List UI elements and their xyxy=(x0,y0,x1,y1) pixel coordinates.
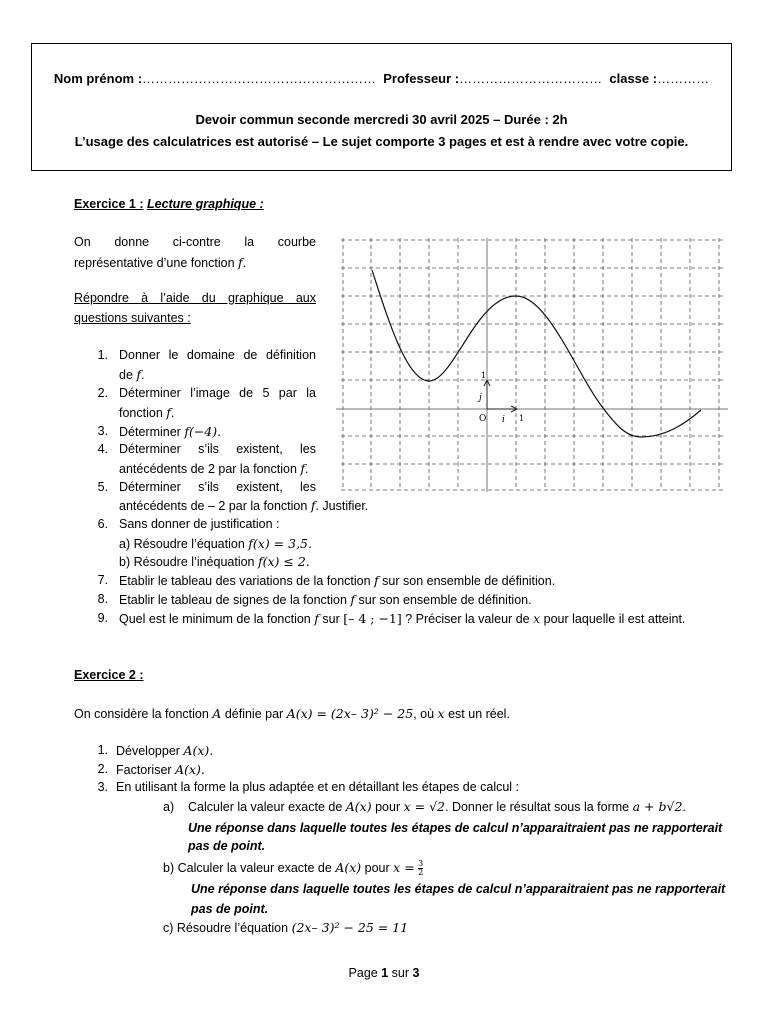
warning-b-line2: pas de point. xyxy=(191,902,269,916)
var-f: f xyxy=(350,592,356,607)
q6b-expr: f(x) ≤ 2. xyxy=(258,554,310,569)
var-f: f xyxy=(374,573,379,588)
q2-line1: Déterminer l’image de 5 par la xyxy=(119,386,316,400)
function-graph xyxy=(336,238,728,492)
q8-text2: sur son ensemble de définition. xyxy=(358,593,532,607)
q9-text2: sur xyxy=(322,612,340,626)
qa-text2: pour xyxy=(375,800,401,814)
ex2-qa-line xyxy=(163,799,686,814)
ex2-intro-text: On considère la fonction xyxy=(74,707,209,721)
ex2-heading: Exercice 2 : xyxy=(74,668,144,682)
warning-a-line1: Une réponse dans laquelle toutes les étapes de calcul n’apparaitraient pas ne rapporterait xyxy=(188,821,723,835)
period: . xyxy=(305,462,309,476)
ex2-q3-number: 3. xyxy=(97,780,108,794)
unit-label-y: 1 xyxy=(481,371,487,380)
name-dots: ……………………………………………… xyxy=(142,71,377,86)
exam-rules: L’usage des calculatrices est autorisé – Le sujet comporte 3 pages et est à rendre avec votre copie. xyxy=(74,134,689,149)
ex2-qc-line xyxy=(163,920,408,935)
ex2-q2-line xyxy=(116,762,205,777)
fraction-numerator: 3 xyxy=(418,859,424,869)
qa-text3: . Donner le résultat sous la forme xyxy=(445,800,630,814)
q9-text3: ? Préciser la valeur de xyxy=(405,612,530,626)
q3-expr: f(−4). xyxy=(184,424,222,439)
var-f: f xyxy=(238,255,243,270)
warning-b-line1: Une réponse dans laquelle toutes les étapes de calcul n’apparaitraient pas ne rapporterait xyxy=(191,882,726,896)
ex1-heading-prefix: Exercice 1 : xyxy=(74,197,144,211)
ex1-heading-title: Lecture graphique : xyxy=(146,197,264,211)
period: . xyxy=(170,406,175,420)
q4-number: 4. xyxy=(97,442,108,456)
warning-a-line2: pas de point. xyxy=(188,839,266,853)
q6a-line xyxy=(119,536,312,551)
q9-text4: pour laquelle il est atteint. xyxy=(543,612,686,626)
q4-line1: Déterminer s’ils existent, les xyxy=(119,442,316,456)
qb-text2: pour xyxy=(364,861,390,875)
q2-number: 2. xyxy=(97,386,108,400)
q9-text: Quel est le minimum de la fonction xyxy=(119,612,311,626)
identity-line xyxy=(32,71,731,86)
q6-line: Sans donner de justification : xyxy=(119,517,280,531)
q3-number: 3. xyxy=(97,424,108,438)
ex1-intro-line1: On donne ci-contre la courbe xyxy=(74,235,316,249)
ex2-q1-text: Développer xyxy=(116,744,180,758)
q9-number: 9. xyxy=(97,611,108,625)
ex2-intro xyxy=(74,706,510,721)
q5-line2 xyxy=(119,498,368,513)
ex2-intro-text2: définie par xyxy=(224,707,284,721)
q9-line xyxy=(119,611,685,626)
name-label: Nom prénom : xyxy=(53,71,143,86)
q5-justify: . Justifier. xyxy=(315,499,369,513)
q1-text: de xyxy=(119,368,133,382)
ex2-q3-line: En utilisant la forme la plus adaptée et en détaillant les étapes de calcul : xyxy=(116,780,520,794)
expr-Ax: A(x) xyxy=(335,860,362,875)
q6b-line xyxy=(119,554,310,569)
qc-equation: (2x– 3)² − 25 = 11 xyxy=(291,920,409,935)
period: . xyxy=(682,800,686,814)
period: . xyxy=(242,256,247,270)
q1-line1: Donner le domaine de définition xyxy=(119,348,316,362)
unit-label-x: 1 xyxy=(519,414,525,423)
q2-text: fonction xyxy=(119,406,163,420)
q1-line2 xyxy=(119,367,145,382)
qb-text: b) Calculer la valeur exacte de xyxy=(163,861,332,875)
ex2-q1-line xyxy=(116,743,213,758)
q3-text: Déterminer xyxy=(119,425,181,439)
q6-number: 6. xyxy=(97,517,108,531)
ex1-intro-line2 xyxy=(74,255,246,270)
q2-line2 xyxy=(119,405,174,420)
q1-number: 1. xyxy=(97,348,108,362)
q7-number: 7. xyxy=(97,573,108,587)
q6a-expr: f(x) = 3,5. xyxy=(248,536,312,551)
q3-line xyxy=(119,424,221,439)
q4-text: antécédents de 2 par la fonction xyxy=(119,462,297,476)
q9-interval: [– 4 ; −1] xyxy=(343,611,402,626)
qa-text: Calculer la valeur exacte de xyxy=(188,800,343,814)
footer-page-label: Page xyxy=(348,966,378,980)
i-label: i xyxy=(502,415,505,425)
q4-line2 xyxy=(119,461,309,476)
teacher-label: Professeur : xyxy=(383,71,460,86)
q8-line xyxy=(119,592,532,607)
var-f: f xyxy=(300,461,306,476)
grid xyxy=(341,238,726,490)
expr-Ax: A(x). xyxy=(175,762,205,777)
ex2-q2-number: 2. xyxy=(97,762,108,776)
exam-title: Devoir commun seconde mercredi 30 avril 2025 – Durée : 2h xyxy=(195,112,568,127)
q8-text: Etablir le tableau de signes de la fonction xyxy=(119,593,347,607)
q8-number: 8. xyxy=(97,592,108,606)
ex1-instruction-line1: Répondre à l’aide du graphique aux xyxy=(74,291,316,305)
fraction-denominator: 2 xyxy=(418,868,424,878)
footer-current-page: 1 xyxy=(381,966,389,980)
origin-label: O xyxy=(479,414,487,424)
var-x: x xyxy=(533,611,541,626)
var-f: f xyxy=(310,498,316,513)
class-label: classe : xyxy=(609,71,658,86)
qa-form: a + b√2 xyxy=(632,799,683,814)
q6b-text: b) Résoudre l’inéquation xyxy=(119,555,255,569)
q6a-text: a) Résoudre l’équation xyxy=(119,537,245,551)
header-box xyxy=(31,43,732,171)
ex2-qb-line xyxy=(163,860,423,877)
footer-total-pages: 3 xyxy=(412,966,420,980)
footer-sur: sur xyxy=(391,966,410,980)
teacher-dots: …………………………… xyxy=(459,71,603,86)
q7-line xyxy=(119,573,555,588)
ex2-q1-number: 1. xyxy=(97,743,108,757)
function-curve xyxy=(372,270,701,437)
qa-value: x = √2 xyxy=(403,799,445,814)
q5-line1: Déterminer s’ils existent, les xyxy=(119,480,316,494)
var-x: x xyxy=(437,706,445,721)
q7-text: Etablir le tableau des variations de la fonction xyxy=(119,574,371,588)
ex2-intro-text3: , où xyxy=(413,707,435,721)
ex1-intro-text: représentative d’une fonction xyxy=(74,256,235,270)
ex2-q2-text: Factoriser xyxy=(116,763,172,777)
qc-text: c) Résoudre l’équation xyxy=(163,921,289,935)
var-f: f xyxy=(314,611,319,626)
expr-Ax: A(x) xyxy=(345,799,372,814)
fraction-three-halves xyxy=(418,860,423,877)
q5-number: 5. xyxy=(97,480,108,494)
ex1-instruction-line2: questions suivantes : xyxy=(74,311,191,325)
qb-x: x = xyxy=(393,860,415,875)
class-dots: ………… xyxy=(657,71,710,86)
function-expression: A(x) = (2x– 3)² − 25 xyxy=(286,706,414,721)
page-footer xyxy=(0,966,768,980)
var-A: A xyxy=(212,706,222,721)
j-label: j xyxy=(479,393,482,403)
ex2-intro-text4: est un réel. xyxy=(448,707,510,721)
qa-label: a) xyxy=(163,800,175,814)
ex1-heading xyxy=(74,197,264,211)
expr-Ax: A(x). xyxy=(183,743,214,758)
q7-text2: sur son ensemble de définition. xyxy=(382,574,556,588)
var-f: f xyxy=(166,405,171,420)
q5-text: antécédents de – 2 par la fonction xyxy=(119,499,308,513)
period: . xyxy=(141,368,145,382)
var-f: f xyxy=(136,367,142,382)
